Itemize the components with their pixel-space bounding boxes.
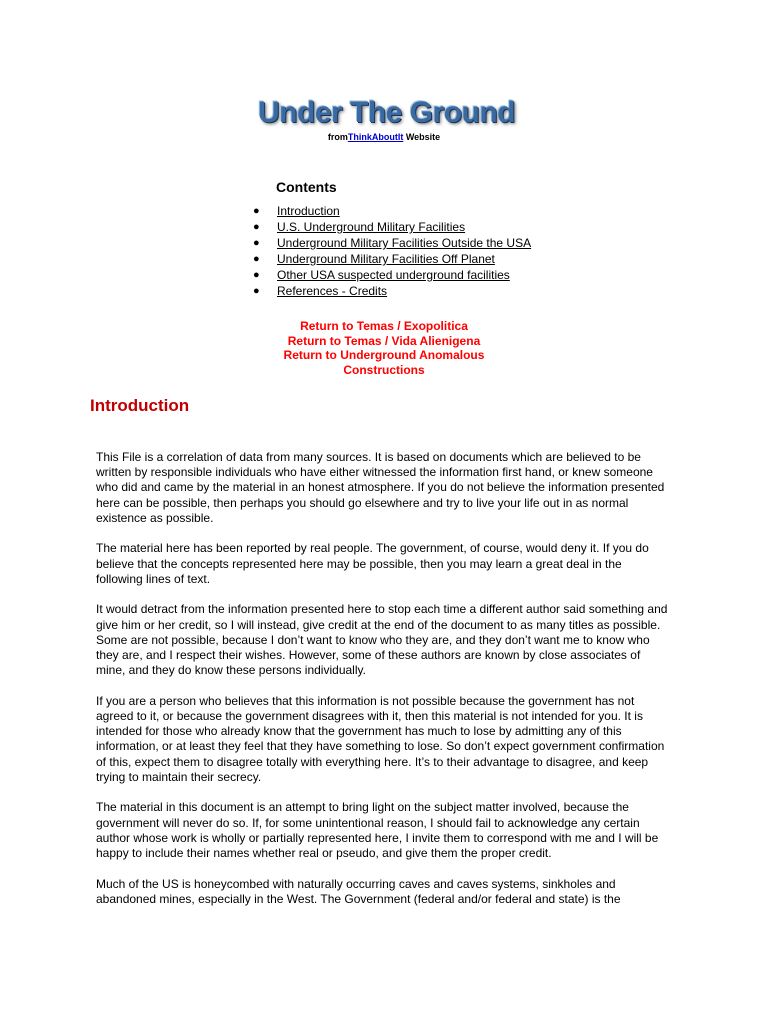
table-of-contents [250, 204, 550, 300]
toc-item [250, 284, 550, 299]
paragraph: It would detract from the information presented here to stop each time a different author said something and give him or her credit, so I will instead, give credit at the end of the document to as many titles as possible. Some are not possible, because I don’t want to know who they are, and they don’t want me to know who they are, and I respect their wishes. However, some of these authors are known by close associates of mine, and they do know these persons individually. [96, 602, 668, 678]
introduction-heading: Introduction [90, 396, 190, 415]
paragraph: The material in this document is an attempt to bring light on the subject matter involved, because the government will never do so. If, for some unintentional reason, I should fail to acknowledge any certain author whose work is wholly or partially represented here, I invite them to correspond with me and I will be happy to include their names whether real or pseudo, and give them the proper credit. [96, 800, 659, 861]
source-prefix: from [327, 132, 348, 142]
bullet-icon: ● [253, 253, 260, 265]
bullet-icon: ● [253, 285, 260, 297]
bullet-icon: ● [253, 237, 260, 249]
return-link-vida-alienigena[interactable]: Return to Temas / Vida Alienigena [287, 333, 481, 348]
toc-link-other-usa[interactable]: Other USA suspected underground facilities [277, 268, 510, 282]
return-link-exopolitica[interactable]: Return to Temas / Exopolitica [300, 319, 468, 333]
toc-link-references[interactable]: References - Credits [277, 284, 388, 298]
return-link-underground-constructions[interactable]: Return to Underground Anomalous Constructions [283, 348, 485, 377]
paragraph: This File is a correlation of data from many sources. It is based on documents which are believed to be written by responsible individuals who have either witnessed the information first hand, or knew someone who did and came by the material in an honest atmosphere. If you do not believe the information presented here can be possible, then perhaps you should go elsewhere and try to live your life out in as normal existence as possible. [96, 450, 665, 525]
toc-link-introduction[interactable]: Introduction [277, 204, 340, 218]
bullet-icon: ● [253, 221, 260, 233]
contents-title: Contents [276, 179, 337, 195]
toc-link-us-facilities[interactable]: U.S. Underground Military Facilities [277, 220, 466, 234]
toc-item [250, 268, 550, 283]
bullet-icon: ● [253, 269, 260, 281]
toc-link-outside-usa[interactable]: Underground Military Facilities Outside the USA [277, 236, 532, 250]
return-links [256, 319, 512, 377]
paragraph: If you are a person who believes that this information is not possible because the government has not agreed to it, or because the government disagrees with it, then this material is not intended for you. It is intended for those who already know that the government has much to lose by admitting any of this information, or at least they feel that they have something to lose. So don’t expect government confirmation of this, expect them to disagree totally with everything here. It’s to their advantage to disagree, and keep trying to maintain their secrecy. [96, 693, 665, 784]
logo [258, 92, 518, 134]
source-suffix: Website [403, 132, 441, 142]
toc-item [250, 252, 550, 267]
source-link[interactable]: ThinkAboutIt [347, 132, 404, 142]
toc-link-off-planet[interactable]: Underground Military Facilities Off Planet [277, 252, 495, 266]
paragraph: Much of the US is honeycombed with naturally occurring caves and caves systems, sinkholes and abandoned mines, especially in the West. The Government (federal and/or federal and state) is the [96, 876, 621, 906]
introduction-body [96, 450, 671, 922]
toc-item [250, 236, 550, 251]
logo-text: Under The Ground [258, 96, 515, 129]
source-line [0, 132, 768, 142]
toc-item [250, 220, 550, 235]
toc-item [250, 204, 550, 219]
bullet-icon: ● [253, 205, 260, 217]
paragraph: The material here has been reported by real people. The government, of course, would deny it. If you do believe that the concepts represented here may be possible, then you may learn a great deal in the following lines of text. [96, 541, 649, 586]
